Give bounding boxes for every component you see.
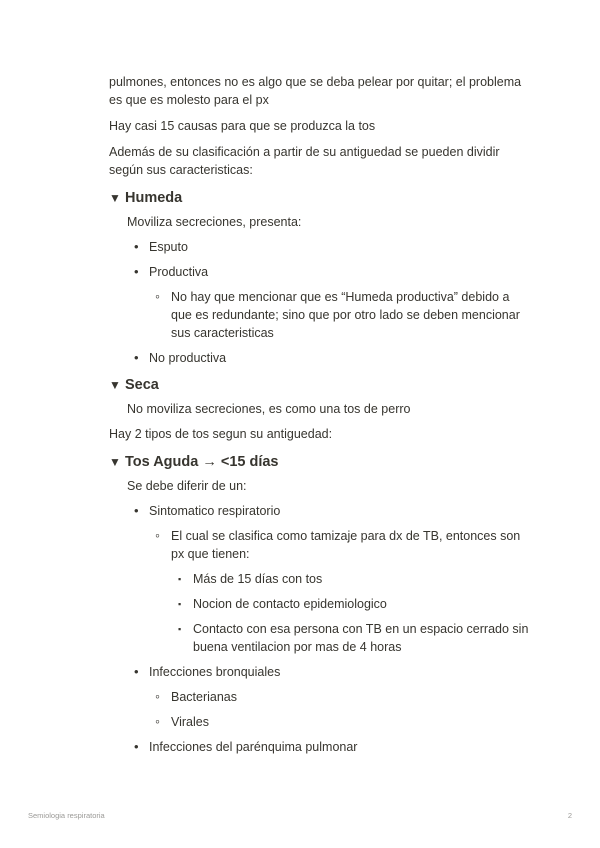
toggle-body	[109, 400, 529, 418]
toggle-title: Humeda	[125, 190, 183, 206]
list-item: ◦ Bacterianas	[149, 688, 529, 706]
paragraph: pulmones, entonces no es algo que se deba pelear por quitar; el problema es que es molesto para el px	[109, 75, 522, 107]
list-item: ▪ Contacto con esa persona con TB en un espacio cerrado sin buena ventilacion por mas de 4 horas	[171, 620, 529, 656]
toggle-body	[109, 213, 529, 367]
toggle-tos-aguda	[109, 451, 529, 756]
list-item: ◦ No hay que mencionar que es “Humeda productiva” debido a que es redundante; sino que por otro lado se deben mencionar sus caracteristicas	[149, 288, 529, 342]
sub-list	[149, 288, 529, 342]
list-item: • Sintomatico respiratorio ◦ El cual se clasifica como tamizaje para dx de TB, entonces son px que tienen: ▪ Más de 15 días con tos ▪ Nocion de contacto epidemiologico ▪ Contacto con esa persona con TB en un espacio cerrado sin buena ventilacion por mas de 4 horas	[127, 502, 529, 656]
toggle-title: Seca	[125, 377, 159, 393]
triangle-down-icon[interactable]: ▼	[109, 191, 121, 205]
list-item: • No productiva	[127, 349, 529, 367]
footer-title: Semiologia respiratoria	[28, 811, 105, 820]
page-content	[109, 73, 529, 763]
paragraph: Hay 2 tipos de tos segun su antiguedad:	[109, 427, 333, 441]
toggle-header-humeda[interactable]	[109, 187, 529, 209]
triangle-down-icon[interactable]: ▼	[109, 455, 121, 469]
toggle-header-aguda[interactable]	[109, 451, 529, 473]
bullet-list	[127, 238, 529, 367]
list-item: ▪ Más de 15 días con tos	[171, 570, 529, 588]
triangle-down-icon[interactable]: ▼	[109, 378, 121, 392]
list-item: ◦ Virales	[149, 713, 529, 731]
toggle-seca	[109, 374, 529, 418]
list-item: • Infecciones bronquiales ◦ Bacterianas ◦ Virales	[127, 663, 529, 731]
list-item: • Esputo	[127, 238, 529, 256]
sub-list	[149, 527, 529, 656]
page-number: 2	[567, 811, 572, 820]
paragraph: Moviliza secreciones, presenta:	[127, 215, 302, 229]
toggle-header-seca[interactable]	[109, 374, 529, 396]
bullet-list	[127, 502, 529, 756]
list-item: ▪ Nocion de contacto epidemiologico	[171, 595, 529, 613]
paragraph: Se debe diferir de un:	[127, 479, 247, 493]
list-item: • Infecciones del parénquima pulmonar	[127, 738, 529, 756]
paragraph: Hay casi 15 causas para que se produzca la tos	[109, 119, 376, 133]
toggle-title: Tos Aguda → <15 días	[125, 454, 279, 470]
list-item: • Productiva ◦ No hay que mencionar que es “Humeda productiva” debido a que es redundante; sino que por otro lado se deben mencionar sus caracteristicas	[127, 263, 529, 342]
paragraph: No moviliza secreciones, es como una tos de perro	[127, 402, 411, 416]
toggle-humeda	[109, 187, 529, 367]
sub-list	[149, 688, 529, 731]
list-item: ◦ El cual se clasifica como tamizaje para dx de TB, entonces son px que tienen: ▪ Más de 15 días con tos ▪ Nocion de contacto epidemiologico ▪ Contacto con esa persona con TB en un espacio cerrado sin buena ventilacion por mas de 4 horas	[149, 527, 529, 656]
sub-sub-list	[171, 570, 529, 656]
toggle-body	[109, 477, 529, 756]
paragraph: Además de su clasificación a partir de su antiguedad se pueden dividir según sus caracteristicas:	[109, 145, 500, 177]
